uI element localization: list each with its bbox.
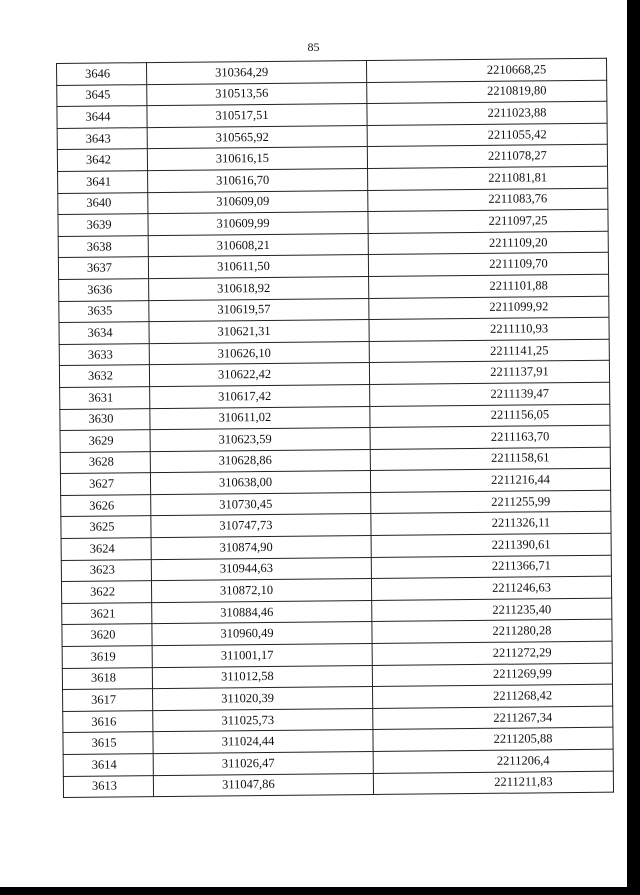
point-number-cell: 3639: [58, 214, 148, 236]
point-number-cell: 3617: [63, 689, 153, 711]
y-coordinate-cell: 2211137,91: [369, 361, 609, 385]
point-number-cell: 3636: [59, 279, 149, 301]
x-coordinate-cell: 310517,51: [147, 104, 367, 128]
page-number: 85: [307, 40, 320, 54]
y-coordinate-cell: 2211083,76: [368, 188, 608, 212]
y-coordinate-cell: 2211101,88: [369, 274, 609, 298]
y-coordinate-cell: 2211268,42: [373, 684, 613, 708]
coordinates-table: [56, 58, 614, 798]
x-coordinate-cell: 310884,46: [152, 600, 372, 624]
point-number-cell: 3643: [57, 127, 147, 149]
y-coordinate-cell: 2211216,44: [370, 468, 610, 492]
point-number-cell: 3628: [60, 451, 150, 473]
y-coordinate-cell: 2211109,70: [368, 253, 608, 277]
point-number-cell: 3626: [61, 494, 151, 516]
y-coordinate-cell: 2211366,71: [371, 555, 611, 579]
point-number-cell: 3625: [61, 516, 151, 538]
x-coordinate-cell: 310747,73: [151, 514, 371, 538]
point-number-cell: 3618: [62, 667, 152, 689]
point-number-cell: 3613: [63, 775, 153, 797]
x-coordinate-cell: 310364,29: [147, 61, 367, 85]
x-coordinate-cell: 310622,42: [149, 363, 369, 387]
x-coordinate-cell: 311001,17: [152, 644, 372, 668]
x-coordinate-cell: 310730,45: [151, 492, 371, 516]
y-coordinate-cell: 2211109,20: [368, 231, 608, 255]
y-coordinate-cell: 2211023,88: [367, 101, 607, 125]
x-coordinate-cell: 310611,50: [148, 255, 368, 279]
y-coordinate-cell: 2211110,93: [369, 317, 609, 341]
point-number-cell: 3615: [63, 732, 153, 754]
y-coordinate-cell: 2211206,4: [373, 749, 613, 773]
coordinates-table-body: [57, 58, 614, 797]
y-coordinate-cell: 2211156,05: [370, 404, 610, 428]
x-coordinate-cell: 310626,10: [149, 341, 369, 365]
x-coordinate-cell: 310621,31: [149, 320, 369, 344]
y-coordinate-cell: 2211081,81: [368, 166, 608, 190]
x-coordinate-cell: 310638,00: [150, 471, 370, 495]
point-number-cell: 3633: [59, 343, 149, 365]
point-number-cell: 3627: [60, 473, 150, 495]
point-number-cell: 3616: [63, 710, 153, 732]
y-coordinate-cell: 2211099,92: [369, 296, 609, 320]
x-coordinate-cell: 310628,86: [150, 449, 370, 473]
y-coordinate-cell: 2211326,11: [371, 512, 611, 536]
x-coordinate-cell: 311012,58: [152, 665, 372, 689]
y-coordinate-cell: 2211269,99: [372, 663, 612, 687]
y-coordinate-cell: 2211158,61: [370, 447, 610, 471]
point-number-cell: 3622: [61, 581, 151, 603]
point-number-cell: 3641: [58, 171, 148, 193]
y-coordinate-cell: 2211139,47: [370, 382, 610, 406]
table-row: [63, 771, 613, 798]
y-coordinate-cell: 2211211,83: [373, 771, 613, 795]
x-coordinate-cell: 310513,56: [147, 82, 367, 106]
point-number-cell: 3614: [63, 754, 153, 776]
point-number-cell: 3637: [58, 257, 148, 279]
x-coordinate-cell: 310619,57: [149, 298, 369, 322]
x-coordinate-cell: 310944,63: [151, 557, 371, 581]
point-number-cell: 3619: [62, 646, 152, 668]
point-number-cell: 3632: [59, 365, 149, 387]
point-number-cell: 3620: [62, 624, 152, 646]
y-coordinate-cell: 2211255,99: [371, 490, 611, 514]
point-number-cell: 3630: [60, 408, 150, 430]
y-coordinate-cell: 2211055,42: [367, 123, 607, 147]
point-number-cell: 3624: [61, 538, 151, 560]
y-coordinate-cell: 2211205,88: [373, 728, 613, 752]
x-coordinate-cell: 310872,10: [151, 579, 371, 603]
x-coordinate-cell: 310617,42: [150, 384, 370, 408]
point-number-cell: 3635: [59, 300, 149, 322]
x-coordinate-cell: 310609,09: [148, 190, 368, 214]
x-coordinate-cell: 310618,92: [149, 276, 369, 300]
point-number-cell: 3646: [57, 63, 147, 85]
point-number-cell: 3644: [57, 106, 147, 128]
coordinates-table-wrapper: [56, 58, 613, 798]
y-coordinate-cell: 2211097,25: [368, 209, 608, 233]
point-number-cell: 3623: [61, 559, 151, 581]
y-coordinate-cell: 2211280,28: [372, 620, 612, 644]
point-number-cell: 3642: [57, 149, 147, 171]
y-coordinate-cell: 2211235,40: [372, 598, 612, 622]
point-number-cell: 3629: [60, 430, 150, 452]
point-number-cell: 3621: [62, 602, 152, 624]
x-coordinate-cell: 310616,15: [147, 147, 367, 171]
x-coordinate-cell: 311025,73: [153, 708, 373, 732]
x-coordinate-cell: 310960,49: [152, 622, 372, 646]
y-coordinate-cell: 2211267,34: [373, 706, 613, 730]
x-coordinate-cell: 310623,59: [150, 428, 370, 452]
x-coordinate-cell: 310565,92: [147, 125, 367, 149]
y-coordinate-cell: 2210668,25: [366, 58, 606, 82]
x-coordinate-cell: 311020,39: [153, 687, 373, 711]
x-coordinate-cell: 310608,21: [148, 233, 368, 257]
point-number-cell: 3640: [58, 192, 148, 214]
x-coordinate-cell: 311024,44: [153, 730, 373, 754]
point-number-cell: 3634: [59, 322, 149, 344]
y-coordinate-cell: 2211078,27: [367, 145, 607, 169]
point-number-cell: 3645: [57, 84, 147, 106]
x-coordinate-cell: 310874,90: [151, 536, 371, 560]
y-coordinate-cell: 2210819,80: [367, 80, 607, 104]
y-coordinate-cell: 2211163,70: [370, 425, 610, 449]
x-coordinate-cell: 311047,86: [153, 773, 373, 797]
y-coordinate-cell: 2211390,61: [371, 533, 611, 557]
x-coordinate-cell: 311026,47: [153, 751, 373, 775]
y-coordinate-cell: 2211272,29: [372, 641, 612, 665]
point-number-cell: 3631: [60, 387, 150, 409]
x-coordinate-cell: 310616,70: [148, 168, 368, 192]
point-number-cell: 3638: [58, 235, 148, 257]
x-coordinate-cell: 310609,99: [148, 212, 368, 236]
y-coordinate-cell: 2211141,25: [369, 339, 609, 363]
y-coordinate-cell: 2211246,63: [371, 576, 611, 600]
x-coordinate-cell: 310611,02: [150, 406, 370, 430]
